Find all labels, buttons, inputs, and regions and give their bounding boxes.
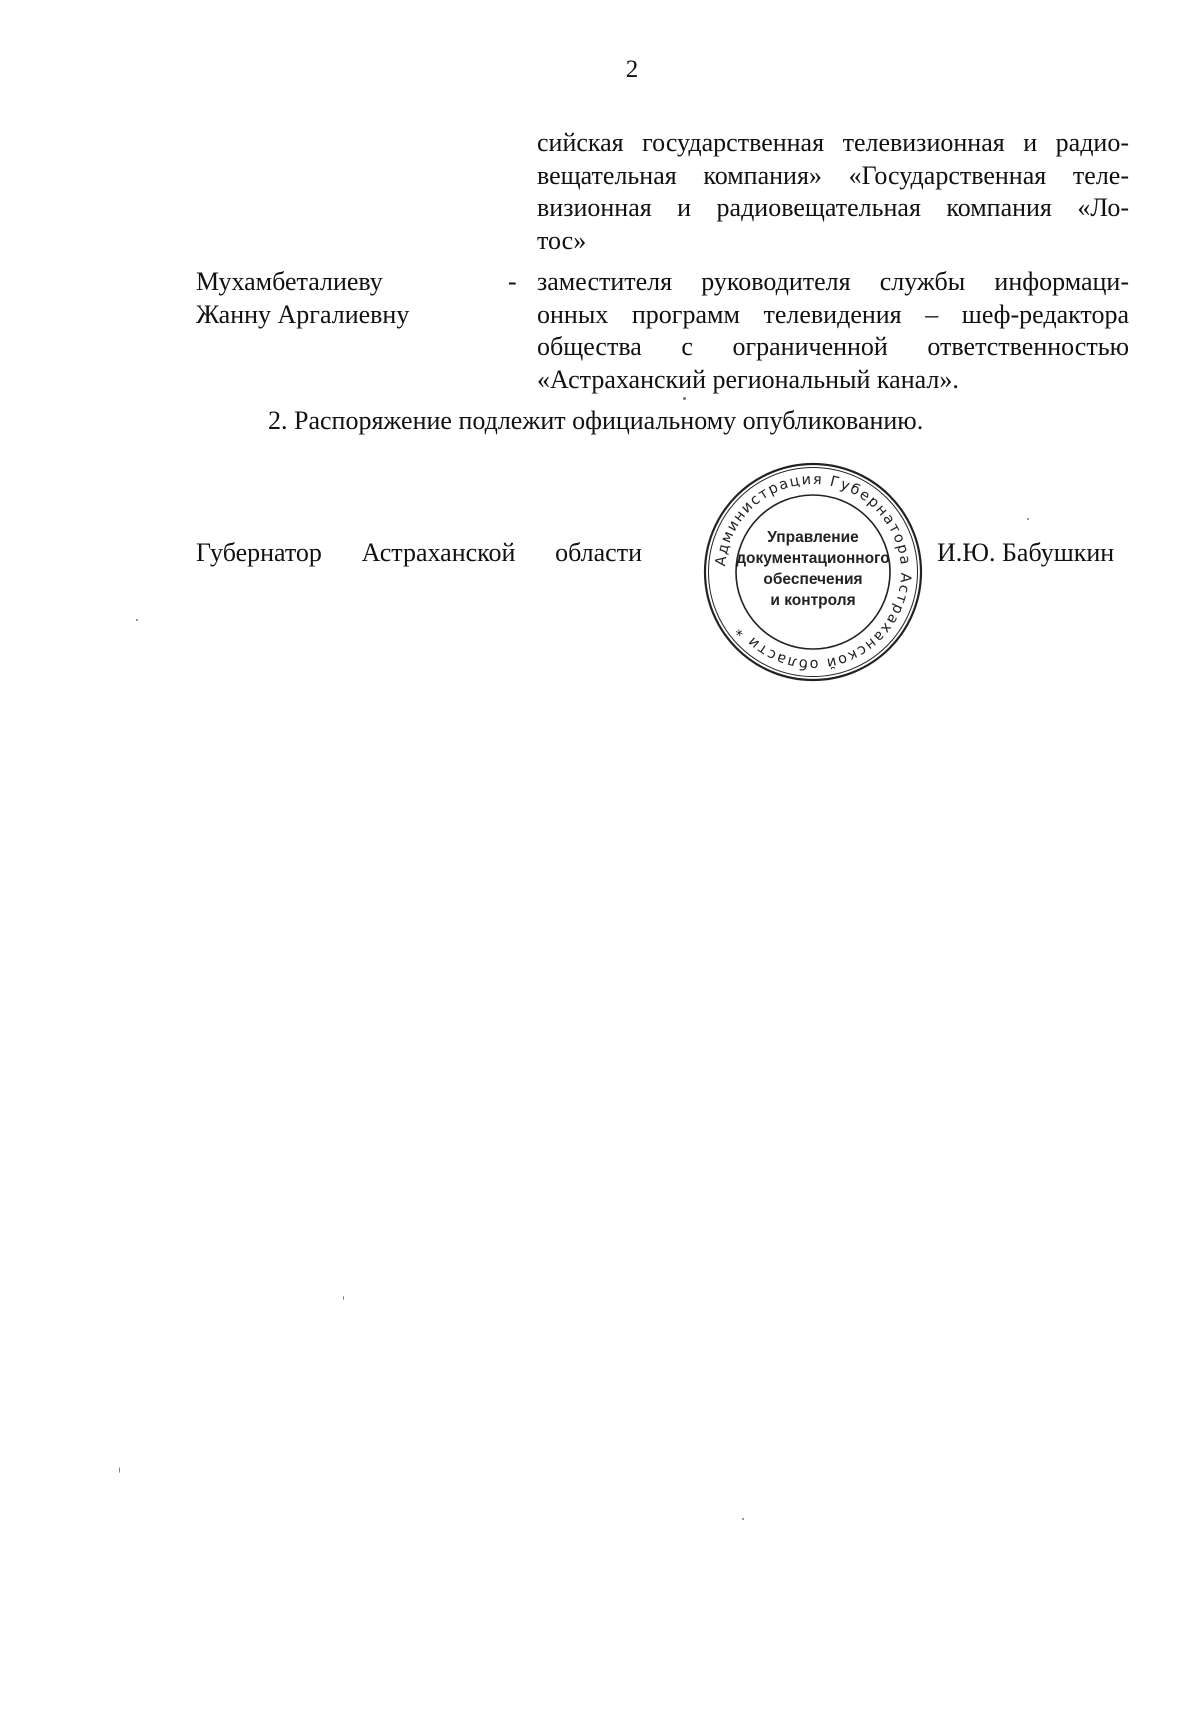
scan-speck [683,397,686,400]
continuation-line: сийская государственная телевизионная и радио- [537,128,1129,157]
position-line: онных программ телевидения – шеф-редактора [537,299,1129,329]
continuation-line: визионная и радиовещательная компания «Ло- [537,193,1129,222]
stamp-center-line-1: Управление [767,529,859,546]
appointee-dash: - [508,267,517,296]
stamp-center-line-4: и контроля [770,592,856,609]
signatory-name: И.Ю. Бабушкин [937,538,1115,567]
appointee-surname: Мухамбеталиеву [196,267,383,296]
stamp-center-line-2: документационного [736,550,890,567]
continuation-line: вещательная компания» «Государственная теле- [537,160,1129,190]
appointee-position [537,266,1129,396]
scan-speck [343,1296,344,1300]
scan-speck [119,1467,120,1473]
stamp-center-line-3: обеспечения [763,571,863,588]
scan-speck [742,1518,744,1520]
clause-publication: 2. Распоряжение подлежит официальному опубликованию. [268,406,924,435]
scan-speck [136,619,138,621]
continuation-line: тос» [537,225,587,255]
position-line: заместителя руководителя службы информаци- [537,267,1129,296]
position-line: «Астраханский региональный канал». [537,364,959,394]
appointee-name [196,266,456,331]
signatory-title: Губернатор Астраханской области [196,538,642,567]
position-line: общества с ограниченной ответственностью [537,332,1129,361]
stamp-ring-text: Администрация Губернатора Астраханской области * [713,471,914,673]
continuation-paragraph [537,127,1129,257]
official-stamp [698,457,928,687]
page-number: 2 [625,56,639,83]
appointee-given-names: Жанну Аргалиевну [196,299,410,329]
scan-speck [1027,518,1029,520]
